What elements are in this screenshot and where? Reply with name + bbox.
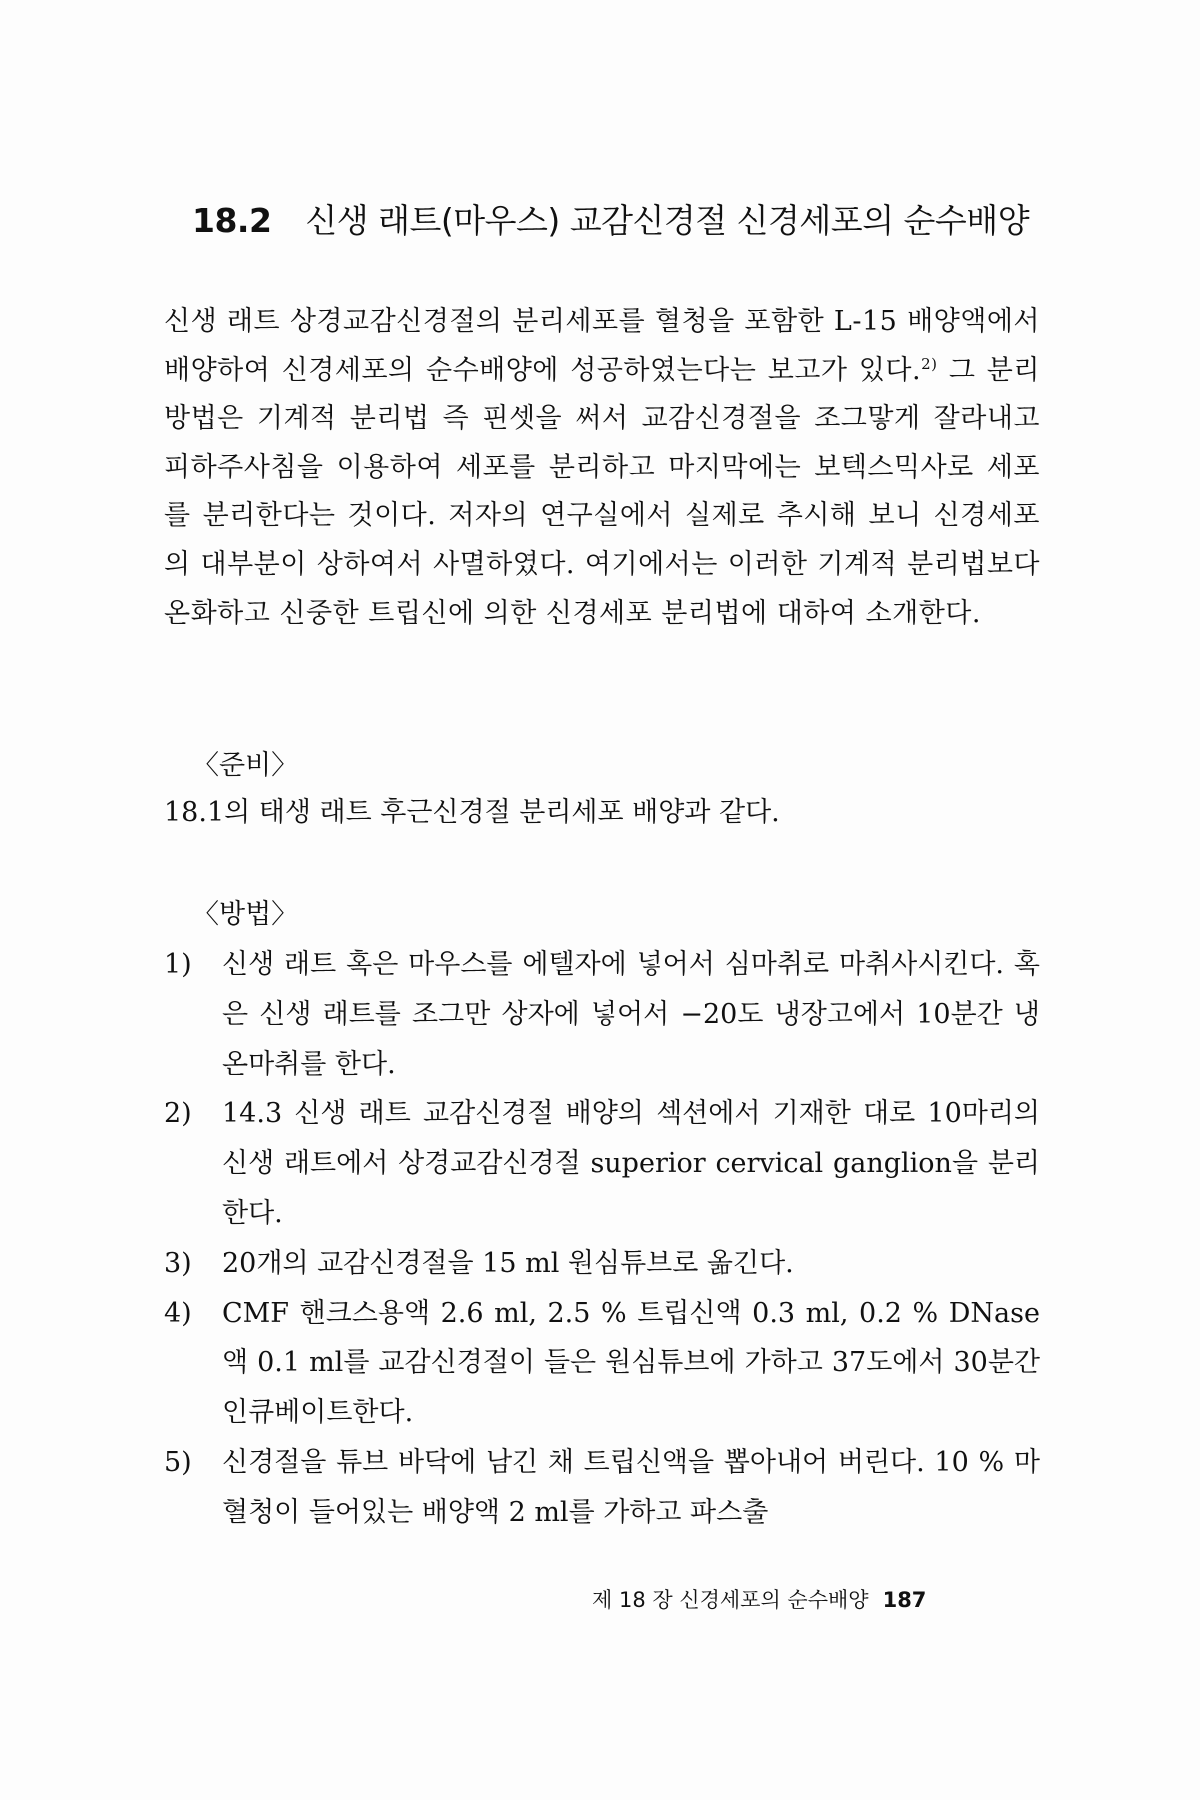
preparation-text: 18.1의 태생 래트 후근신경절 분리세포 배양과 같다. xyxy=(164,797,780,828)
step-text: 신생 래트 혹은 마우스를 에텔자에 넣어서 심마취로 마취사시킨다. 혹은 신생 래트를 조그만 상자에 넣어서 −20도 냉장고에서 10분간 냉온마취를 한다. xyxy=(222,949,1040,1080)
method-step xyxy=(164,1438,1040,1538)
step-text: 14.3 신생 래트 교감신경절 배양의 섹션에서 기재한 대로 10마리의 신생 래트에서 상경교감신경절 superior cervical ganglion을 분리한다. xyxy=(222,1098,1040,1229)
page-number: 187 xyxy=(882,1588,927,1612)
step-number: 1) xyxy=(164,949,192,980)
intro-text-part-2: 그 분리방법은 기계적 분리법 즉 핀셋을 써서 교감신경절을 조그맣게 잘라내고 피하주사침을 이용하여 세포를 분리하고 마지막에는 보텍스믹사로 세포를 분리한다는 것이다. 저자의 연구실에서 실제로 추시해 보니 신경세포의 대부분이 상하여서 사멸하였다. 여기에서는 이러한 기계적 분리법보다 온화하고 신중한 트립신에 의한 신경세포 분리법에 대하여 소개한다. xyxy=(164,354,1040,629)
reference-marker: 2) xyxy=(921,354,938,373)
step-text: CMF 핸크스용액 2.6 ml, 2.5 % 트립신액 0.3 ml, 0.2 % DNase액 0.1 ml를 교감신경절이 들은 원심튜브에 가하고 37도에서 30분간 인큐베이트한다. xyxy=(222,1297,1040,1429)
step-text: 20개의 교감신경절을 15 ml 원심튜브로 옮긴다. xyxy=(222,1247,794,1279)
preparation-heading: 〈준비〉 xyxy=(192,750,299,781)
intro-text-part-1: 신생 래트 상경교감신경절의 분리세포를 혈청을 포함한 L-15 배양액에서 배양하여 신경세포의 순수배양에 성공하였는다는 보고가 있다. xyxy=(164,306,1040,386)
method-heading: 〈방법〉 xyxy=(192,899,299,930)
step-text: 신경절을 튜브 바닥에 남긴 채 트립신액을 뽑아내어 버린다. 10 % 마혈청이 들어있는 배양액 2 ml를 가하고 파스출 xyxy=(222,1446,1040,1528)
footer-chapter-title: 제 18 장 신경세포의 순수배양 xyxy=(592,1588,869,1612)
method-step xyxy=(164,1239,1040,1289)
method-step xyxy=(164,1089,1040,1238)
step-number: 2) xyxy=(164,1098,192,1130)
step-number: 3) xyxy=(164,1247,192,1279)
section-title: 신생 래트(마우스) 교감신경절 신경세포의 순수배양 xyxy=(305,201,1030,240)
intro-paragraph xyxy=(164,298,1040,638)
method-step xyxy=(164,1289,1040,1438)
section-heading xyxy=(192,196,1042,246)
method-step xyxy=(164,940,1040,1089)
step-number: 5) xyxy=(164,1446,192,1478)
running-footer xyxy=(592,1585,926,1615)
section-number: 18.2 xyxy=(192,201,272,240)
step-number: 4) xyxy=(164,1297,192,1329)
method-steps-list xyxy=(164,940,1040,1538)
